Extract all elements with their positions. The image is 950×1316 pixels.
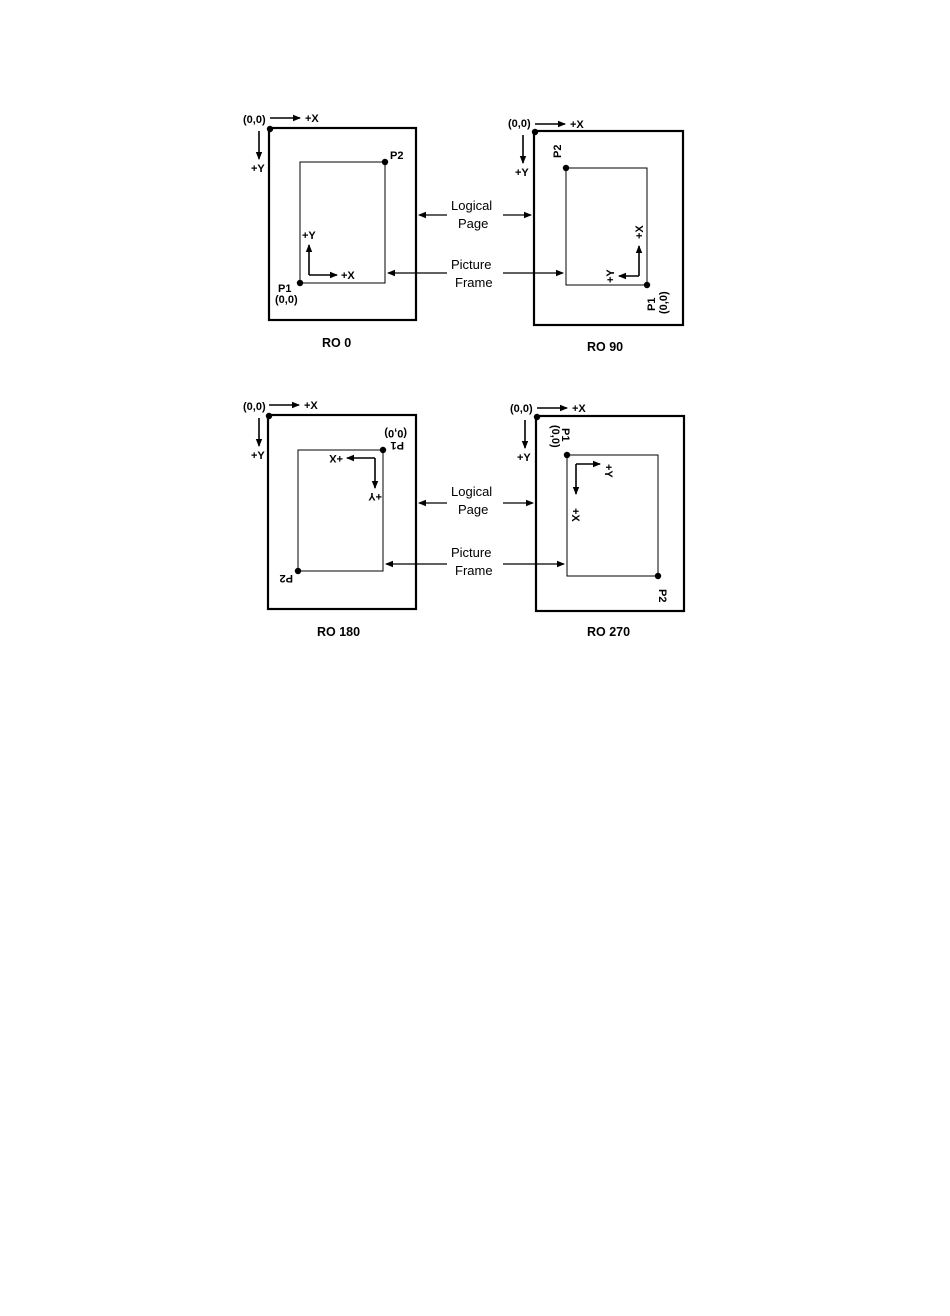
p2-dot	[655, 573, 661, 579]
p1-dot	[564, 452, 570, 458]
caption-ro0: RO 0	[322, 336, 352, 350]
frame-x-label: +X	[634, 225, 646, 239]
page-origin-dot	[532, 129, 538, 135]
picture-frame-label-line1: Picture	[451, 545, 492, 560]
p1-label: P1	[390, 439, 404, 451]
frame-y-label: +Y	[602, 464, 614, 478]
page-origin-label: (0,0)	[243, 114, 266, 126]
page-x-label: +X	[305, 113, 319, 125]
page-origin-dot	[534, 414, 540, 420]
frame-y-label: +Y	[302, 230, 316, 242]
p1-origin-label: (0,0)	[275, 294, 298, 306]
frame-x-label: +X	[341, 270, 355, 282]
caption-ro270: RO 270	[587, 625, 631, 639]
p1-origin-label: (0,0)	[658, 291, 670, 314]
page-y-label: +Y	[251, 163, 265, 175]
picture-frame	[300, 162, 385, 283]
page-origin-dot	[266, 413, 272, 419]
p1-dot	[380, 447, 386, 453]
legend-top	[388, 198, 563, 290]
p2-dot	[563, 165, 569, 171]
p2-dot	[382, 159, 388, 165]
page-x-label: +X	[570, 119, 584, 131]
p1-dot	[644, 282, 650, 288]
panel-ro270	[510, 403, 684, 639]
page-origin-label: (0,0)	[510, 403, 533, 415]
p1-dot	[297, 280, 303, 286]
legend-bottom	[386, 484, 564, 578]
p2-label: P2	[552, 144, 564, 158]
picture-frame	[298, 450, 383, 571]
logical-page-label-line1: Logical	[451, 198, 493, 213]
caption-ro90: RO 90	[587, 340, 624, 354]
panel-ro90	[508, 118, 683, 354]
page-origin-label: (0,0)	[508, 118, 531, 130]
page-origin-dot	[267, 126, 273, 132]
picture-frame-label-line2: Frame	[455, 563, 493, 578]
p1-label: P1	[646, 297, 658, 311]
page-y-label: +Y	[251, 450, 265, 462]
p1-label: P1	[559, 428, 571, 442]
logical-page-label-line1: Logical	[451, 484, 493, 499]
p2-label: P2	[390, 150, 404, 162]
page-x-label: +X	[304, 400, 318, 412]
p2-dot	[295, 568, 301, 574]
p2-label: P2	[279, 572, 293, 584]
page-y-label: +Y	[517, 452, 531, 464]
picture-frame-label-line2: Frame	[455, 275, 493, 290]
panel-ro180	[243, 400, 416, 639]
p1-label: P1	[278, 283, 292, 295]
picture-frame-label-line1: Picture	[451, 257, 492, 272]
p1-origin-label: (0,0)	[384, 427, 407, 439]
p1-origin-label: (0,0)	[549, 425, 561, 448]
logical-page-label-line2: Page	[458, 216, 489, 231]
page-y-label: +Y	[515, 167, 529, 179]
frame-y-label: +Y	[368, 490, 382, 502]
frame-y-label: +Y	[605, 269, 617, 283]
panel-ro0	[243, 113, 416, 350]
caption-ro180: RO 180	[317, 625, 361, 639]
page-origin-label: (0,0)	[243, 401, 266, 413]
page-x-label: +X	[572, 403, 586, 415]
frame-x-label: +X	[569, 508, 581, 522]
frame-x-label: +X	[329, 452, 343, 464]
logical-page-label-line2: Page	[458, 502, 489, 517]
p2-label: P2	[656, 589, 668, 603]
